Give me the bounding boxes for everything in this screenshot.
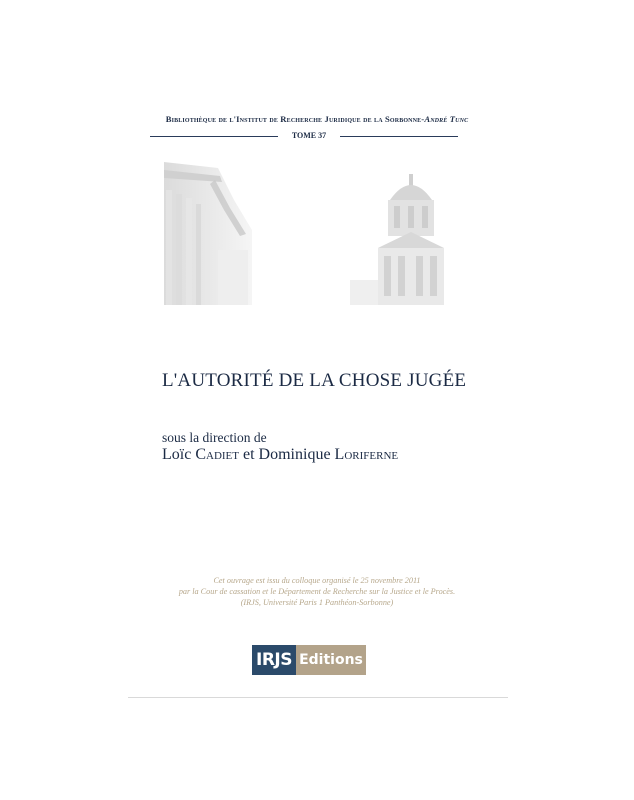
editor-1-last-name: Cadiet — [195, 446, 239, 463]
series-title-emphasis: André Tunc — [424, 114, 469, 124]
editor-1-first-name: Loïc — [162, 446, 192, 463]
volume-rule-left — [150, 136, 278, 137]
editor-2-last-name: Loriferne — [334, 446, 399, 463]
note-line-3: (IRJS, Université Paris 1 Panthéon-Sorbonne) — [240, 598, 394, 607]
bottom-rule — [128, 697, 508, 698]
book-title: L'AUTORITÉ DE LA CHOSE JUGÉE — [162, 370, 467, 391]
volume-label: TOME 37 — [291, 131, 327, 140]
editors-line — [162, 446, 398, 464]
colloquium-note — [0, 575, 634, 608]
publisher-logo-irjs: IRJS — [252, 645, 296, 675]
series-title — [0, 114, 634, 124]
volume-rule-right — [340, 136, 458, 137]
colonnade-illustration — [160, 160, 252, 305]
publisher-logo-editions: Editions — [296, 645, 366, 675]
chapel-dome-illustration — [350, 160, 452, 305]
volume-row — [0, 131, 634, 143]
note-line-2: par la Cour de cassation et le Département de Recherche sur la Justice et le Procès. — [178, 587, 456, 596]
series-title-text: Bibliothèque de l'Institut de Recherche Juridique de la Sorbonne- — [165, 114, 425, 124]
editors-conjunction: et — [243, 446, 255, 463]
editor-2-first-name: Dominique — [258, 446, 331, 463]
publisher-logo — [252, 645, 366, 675]
note-line-1: Cet ouvrage est issu du colloque organisé le 25 novembre 2011 — [213, 576, 421, 585]
direction-label: sous la direction de — [162, 430, 267, 445]
